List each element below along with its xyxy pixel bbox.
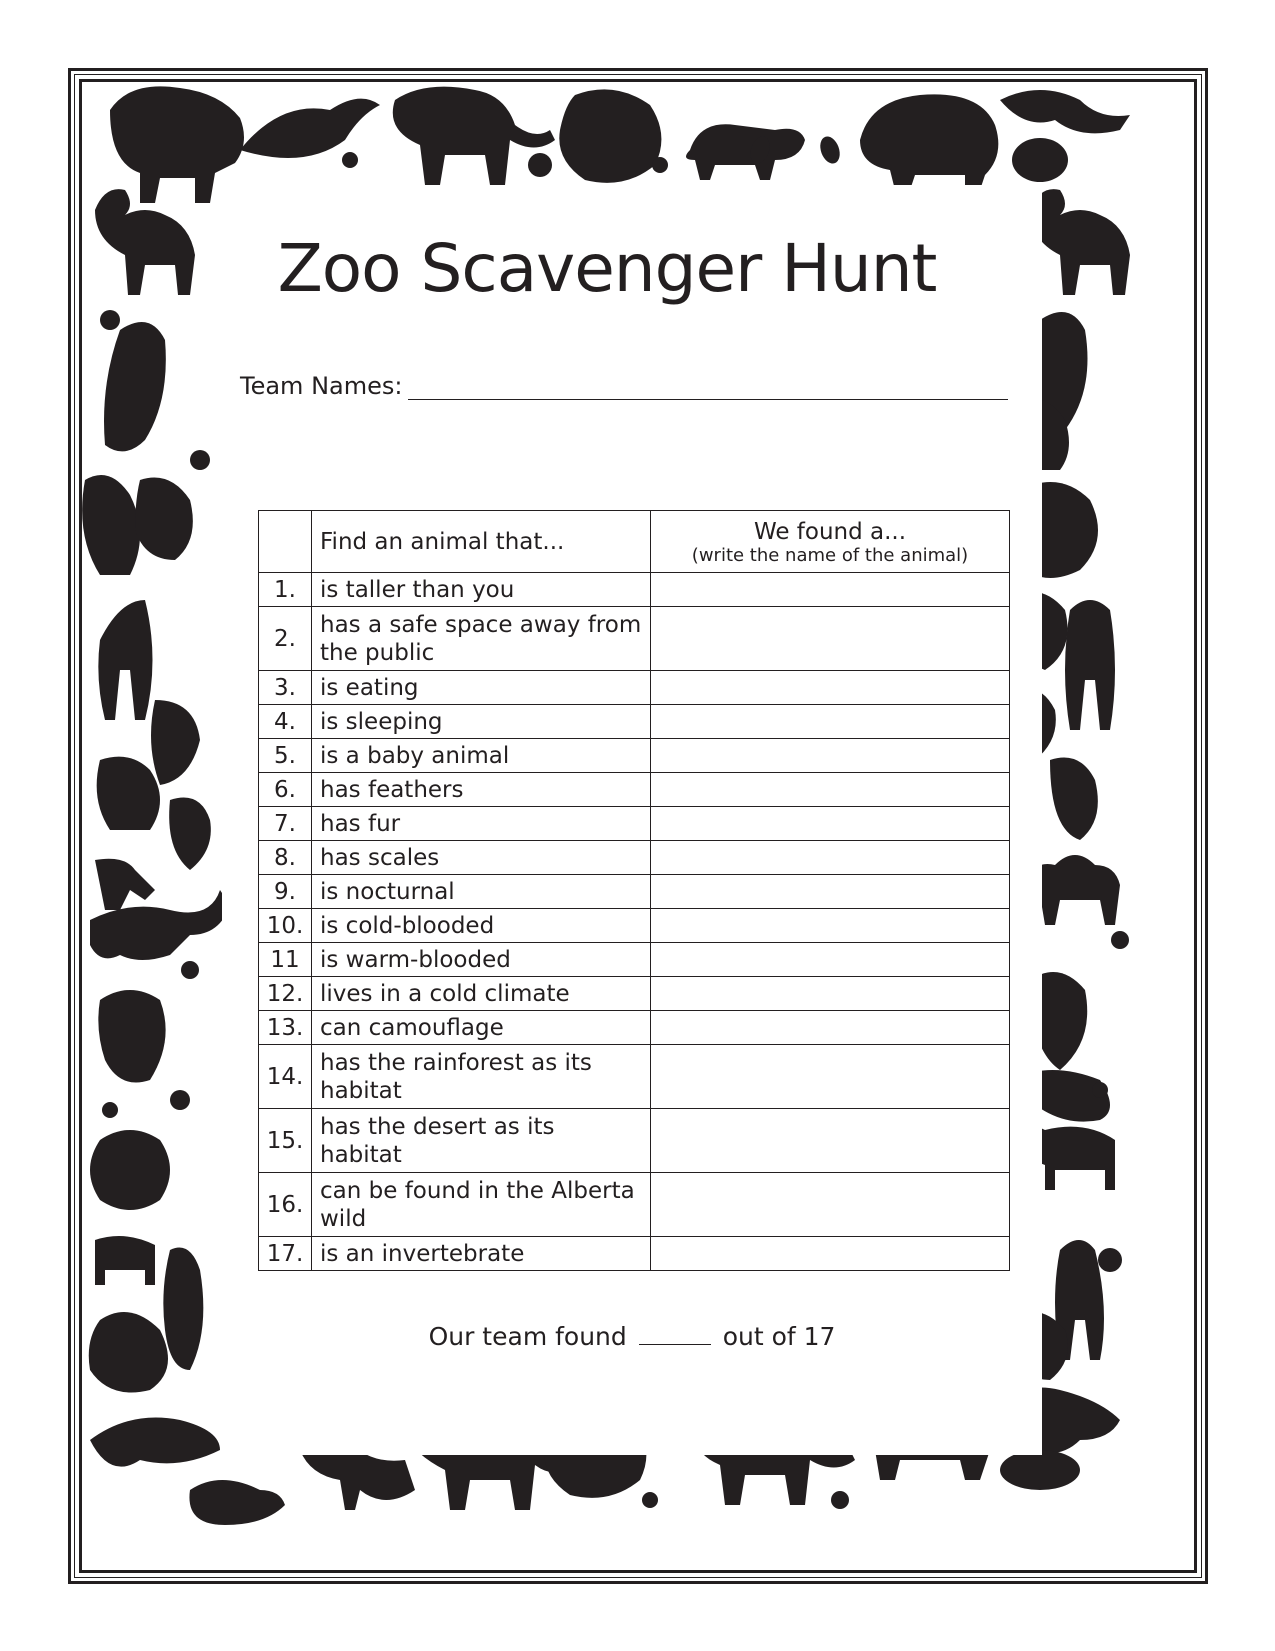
row-criterion: is nocturnal xyxy=(312,875,651,909)
row-answer-cell[interactable] xyxy=(651,909,1010,943)
row-criterion: is warm-blooded xyxy=(312,943,651,977)
table-row xyxy=(259,1109,1010,1173)
table-row xyxy=(259,1045,1010,1109)
row-number: 6. xyxy=(259,773,312,807)
table-row xyxy=(259,943,1010,977)
row-answer-cell[interactable] xyxy=(651,841,1010,875)
row-number: 4. xyxy=(259,705,312,739)
table-row xyxy=(259,875,1010,909)
header-find-cell: Find an animal that... xyxy=(312,511,651,573)
row-criterion: has fur xyxy=(312,807,651,841)
row-answer-cell[interactable] xyxy=(651,1045,1010,1109)
row-number: 13. xyxy=(259,1011,312,1045)
team-names-label: Team Names: xyxy=(240,372,403,400)
row-number: 9. xyxy=(259,875,312,909)
row-criterion: has feathers xyxy=(312,773,651,807)
row-number: 17. xyxy=(259,1237,312,1271)
row-criterion: has scales xyxy=(312,841,651,875)
row-number: 16. xyxy=(259,1173,312,1237)
row-number: 1. xyxy=(259,573,312,607)
row-number: 2. xyxy=(259,607,312,671)
page-title: Zoo Scavenger Hunt xyxy=(277,230,937,307)
row-answer-cell[interactable] xyxy=(651,1011,1010,1045)
score-prefix: Our team found xyxy=(428,1322,627,1351)
table-row xyxy=(259,807,1010,841)
row-criterion: has a safe space away from the public xyxy=(312,607,651,671)
scavenger-hunt-table xyxy=(258,510,1010,1271)
table-row xyxy=(259,607,1010,671)
row-answer-cell[interactable] xyxy=(651,773,1010,807)
row-criterion: is a baby animal xyxy=(312,739,651,773)
row-number: 11 xyxy=(259,943,312,977)
row-criterion: is cold-blooded xyxy=(312,909,651,943)
table-row xyxy=(259,705,1010,739)
row-answer-cell[interactable] xyxy=(651,1173,1010,1237)
row-number: 14. xyxy=(259,1045,312,1109)
row-answer-cell[interactable] xyxy=(651,977,1010,1011)
row-criterion: has the desert as its habitat xyxy=(312,1109,651,1173)
table-header-row xyxy=(259,511,1010,573)
row-number: 3. xyxy=(259,671,312,705)
table-row xyxy=(259,773,1010,807)
table-row xyxy=(259,739,1010,773)
row-criterion: is an invertebrate xyxy=(312,1237,651,1271)
row-answer-cell[interactable] xyxy=(651,607,1010,671)
row-answer-cell[interactable] xyxy=(651,943,1010,977)
header-found-cell xyxy=(651,511,1010,573)
table-row xyxy=(259,977,1010,1011)
row-answer-cell[interactable] xyxy=(651,573,1010,607)
row-number: 10. xyxy=(259,909,312,943)
team-names-field[interactable] xyxy=(240,372,1008,400)
table-row xyxy=(259,841,1010,875)
row-answer-cell[interactable] xyxy=(651,671,1010,705)
row-answer-cell[interactable] xyxy=(651,739,1010,773)
table-row xyxy=(259,1173,1010,1237)
row-criterion: is eating xyxy=(312,671,651,705)
team-names-blank-line[interactable] xyxy=(408,377,1008,400)
row-number: 7. xyxy=(259,807,312,841)
row-answer-cell[interactable] xyxy=(651,875,1010,909)
row-criterion: has the rainforest as its habitat xyxy=(312,1045,651,1109)
score-suffix: out of 17 xyxy=(722,1322,836,1351)
row-criterion: is taller than you xyxy=(312,573,651,607)
score-blank[interactable] xyxy=(639,1322,711,1345)
score-line xyxy=(222,1322,1042,1351)
row-number: 15. xyxy=(259,1109,312,1173)
header-found-label: We found a... xyxy=(753,518,907,545)
row-number: 5. xyxy=(259,739,312,773)
row-answer-cell[interactable] xyxy=(651,1109,1010,1173)
table-row xyxy=(259,1011,1010,1045)
table-row xyxy=(259,573,1010,607)
table-row xyxy=(259,671,1010,705)
header-number-cell xyxy=(259,511,312,573)
left-animal-band-icon xyxy=(82,189,230,1392)
table-body xyxy=(259,573,1010,1271)
header-found-sublabel: (write the name of the animal) xyxy=(691,544,969,566)
row-answer-cell[interactable] xyxy=(651,807,1010,841)
row-number: 12. xyxy=(259,977,312,1011)
table-row xyxy=(259,909,1010,943)
row-criterion: is sleeping xyxy=(312,705,651,739)
row-criterion: can camouflage xyxy=(312,1011,651,1045)
row-answer-cell[interactable] xyxy=(651,1237,1010,1271)
row-number: 8. xyxy=(259,841,312,875)
row-criterion: can be found in the Alberta wild xyxy=(312,1173,651,1237)
row-criterion: lives in a cold climate xyxy=(312,977,651,1011)
table-row xyxy=(259,1237,1010,1271)
row-answer-cell[interactable] xyxy=(651,705,1010,739)
